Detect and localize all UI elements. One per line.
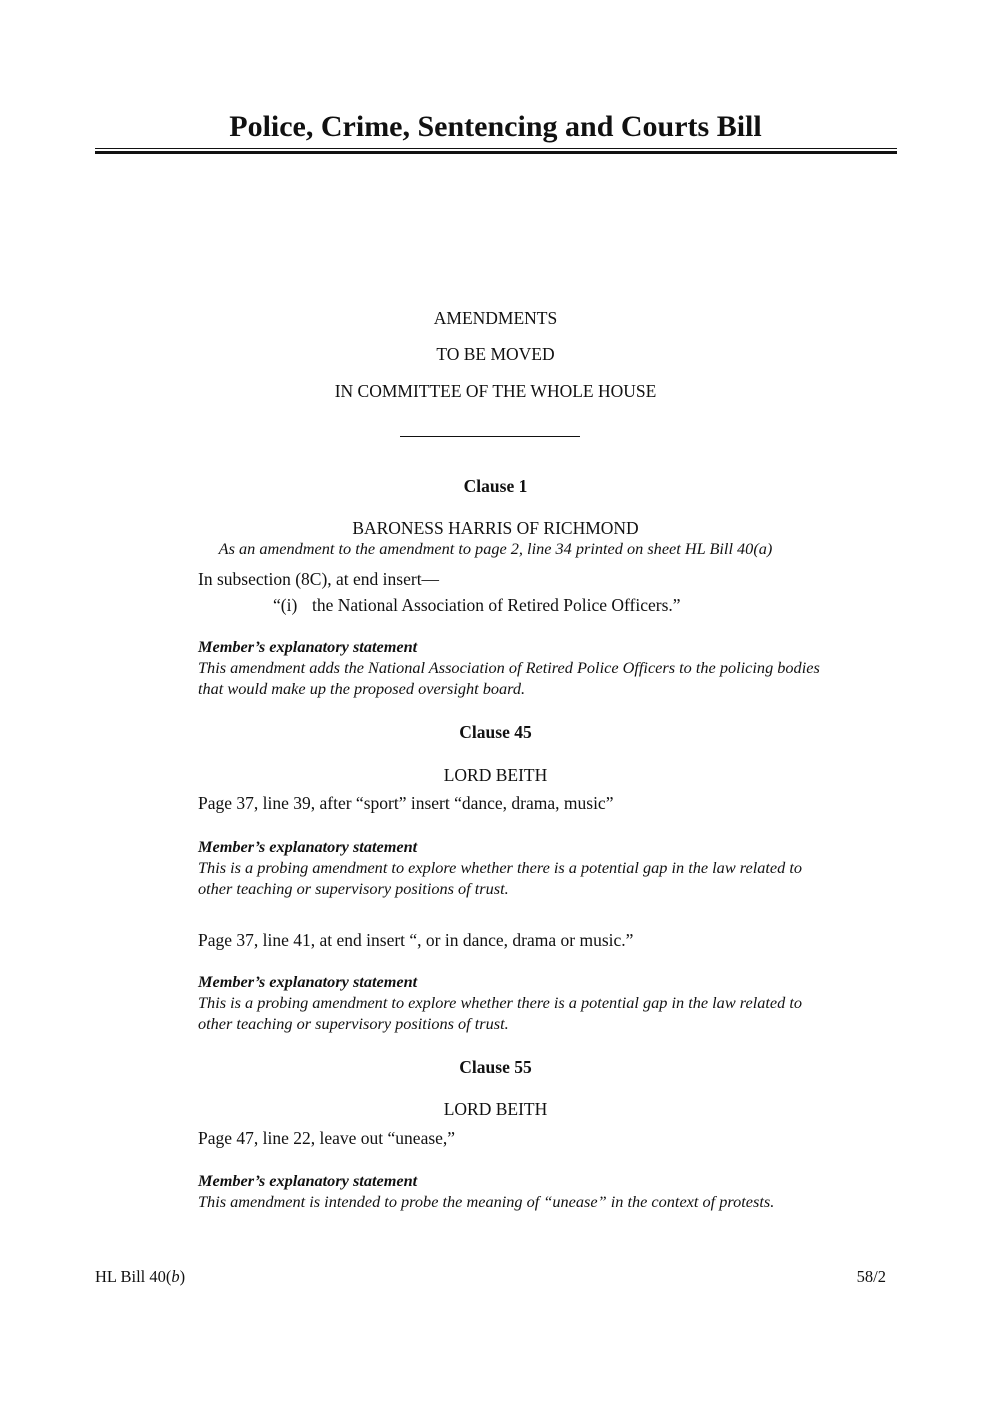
bill-suffix: ) xyxy=(179,1267,186,1286)
amendment-text: Page 37, line 41, at end insert “, or in dance, drama or music.” xyxy=(198,930,634,950)
heading-line: TO BE MOVED xyxy=(436,344,555,364)
title-rule-thin xyxy=(95,148,897,149)
separator-rule xyxy=(400,436,580,437)
clause-heading: Clause 1 xyxy=(463,476,528,496)
title-rule-thick xyxy=(95,151,897,154)
explanatory-label: Member’s explanatory statement xyxy=(198,1171,418,1190)
explanatory-text: This is a probing amendment to explore whether there is a potential gap in the law related to xyxy=(198,993,803,1012)
page-reference: 58/2 xyxy=(856,1267,886,1286)
heading-line: AMENDMENTS xyxy=(433,308,558,328)
bill-number xyxy=(95,1266,185,1288)
explanatory-label: Member’s explanatory statement xyxy=(198,972,418,991)
explanatory-text: This amendment adds the National Association of Retired Police Officers to the policing bodies xyxy=(198,658,820,677)
explanatory-text: other teaching or supervisory positions of trust. xyxy=(198,1014,509,1033)
member-name: LORD BEITH xyxy=(443,1099,548,1119)
document-title: Police, Crime, Sentencing and Courts Bill xyxy=(229,110,762,143)
member-name: LORD BEITH xyxy=(443,765,548,785)
inserted-number: “(i) xyxy=(273,595,298,615)
explanatory-text: that would make up the proposed oversight board. xyxy=(198,679,526,698)
member-name: BARONESS HARRIS OF RICHMOND xyxy=(352,518,639,538)
inserted-text: the National Association of Retired Police Officers.” xyxy=(312,595,681,615)
amendment-text: Page 47, line 22, leave out “unease,” xyxy=(198,1128,456,1148)
explanatory-text: other teaching or supervisory positions of trust. xyxy=(198,879,509,898)
amendment-context: As an amendment to the amendment to page 2, line 34 printed on sheet HL Bill 40(a) xyxy=(218,539,773,558)
bill-prefix: HL Bill 40( xyxy=(95,1267,172,1286)
amendment-text: In subsection (8C), at end insert— xyxy=(198,569,440,589)
bill-letter: b xyxy=(171,1267,180,1286)
clause-heading: Clause 45 xyxy=(459,722,532,742)
explanatory-text: This is a probing amendment to explore whether there is a potential gap in the law related to xyxy=(198,858,803,877)
explanatory-label: Member’s explanatory statement xyxy=(198,637,418,656)
heading-line: IN COMMITTEE OF THE WHOLE HOUSE xyxy=(334,381,657,401)
amendment-text: Page 37, line 39, after “sport” insert “dance, drama, music” xyxy=(198,793,614,813)
clause-heading: Clause 55 xyxy=(459,1057,532,1077)
explanatory-text: This amendment is intended to probe the meaning of “unease” in the context of protests. xyxy=(198,1192,775,1211)
explanatory-label: Member’s explanatory statement xyxy=(198,837,418,856)
